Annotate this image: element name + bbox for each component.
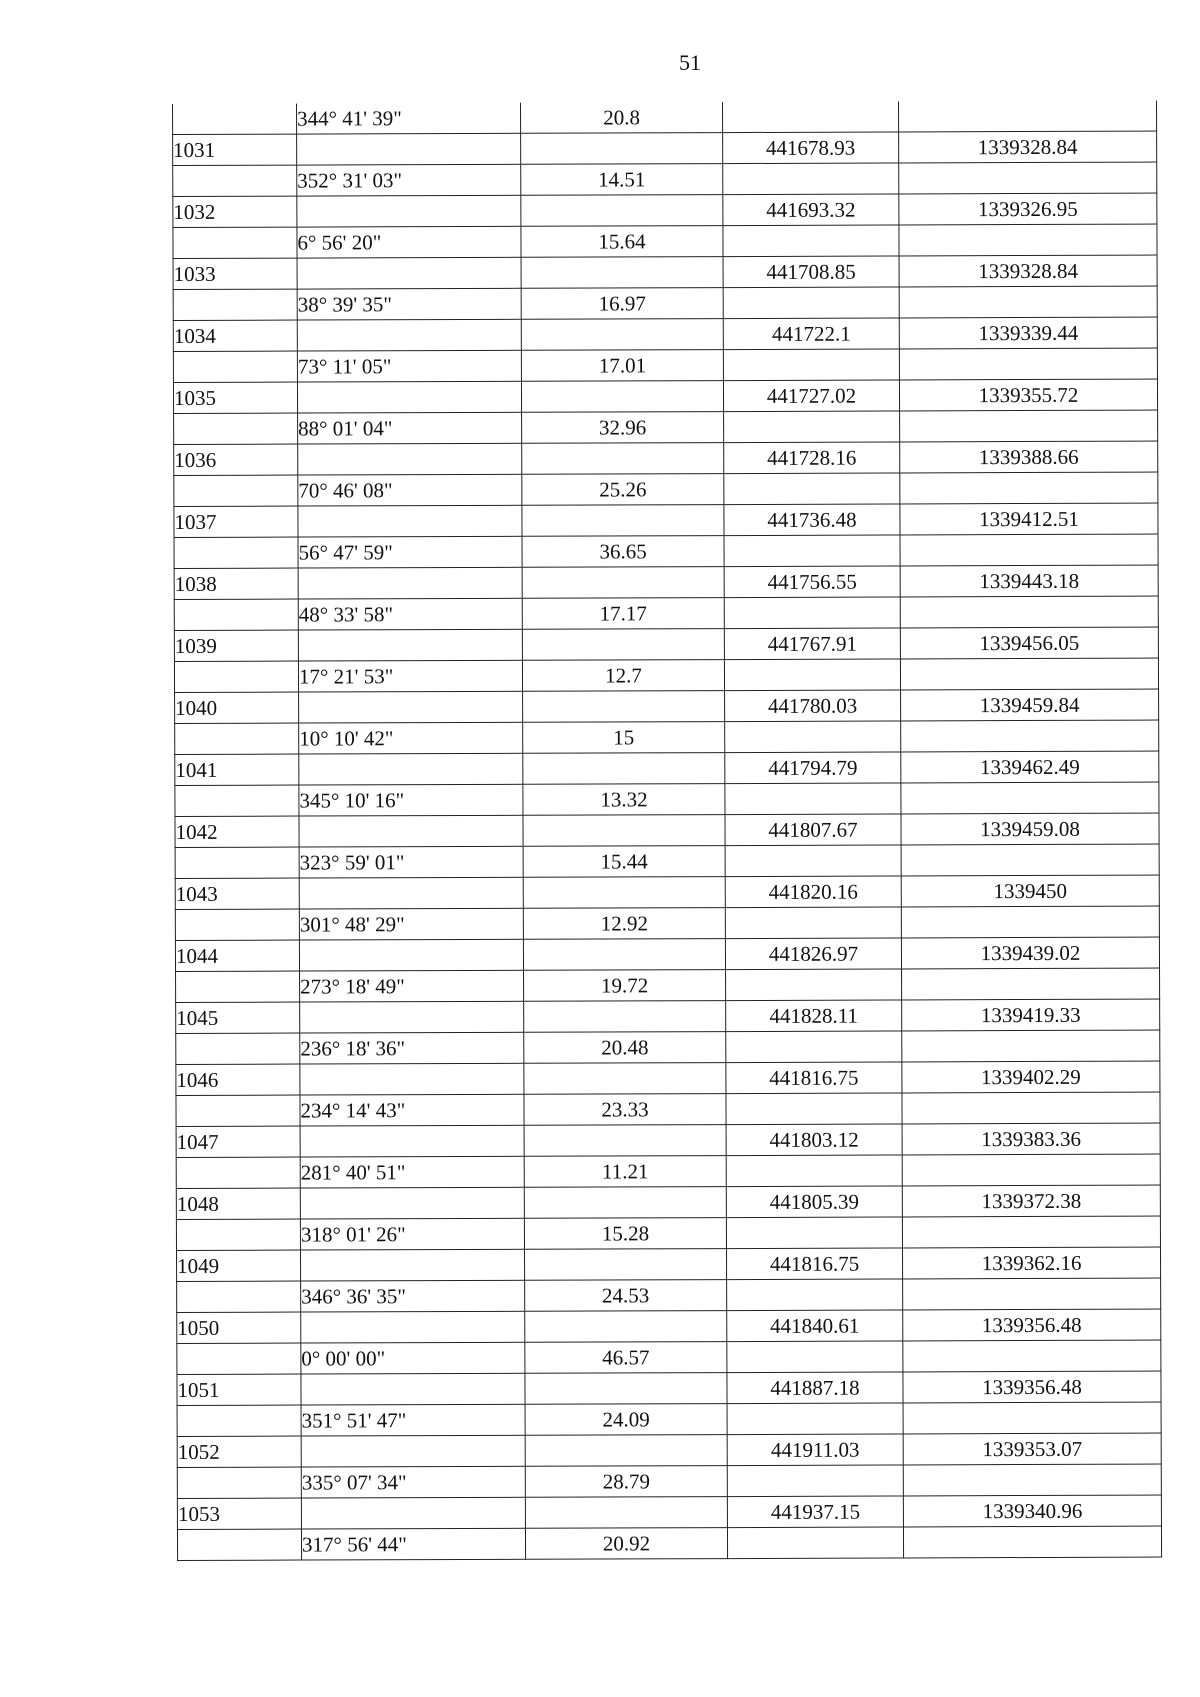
easting-cell	[903, 1278, 1161, 1310]
leg-row	[176, 1154, 1160, 1188]
station-id-cell: 1033	[173, 258, 297, 289]
distance-cell: 32.96	[522, 412, 724, 444]
distance-cell	[524, 1187, 726, 1219]
leg-row	[173, 224, 1157, 258]
station-row	[175, 751, 1159, 785]
bearing-cell: 0° 00' 00"	[301, 1342, 525, 1374]
station-cell	[176, 1157, 300, 1188]
easting-cell: 1339456.05	[900, 627, 1158, 659]
station-row	[173, 255, 1157, 289]
leg-row	[173, 162, 1157, 196]
station-id-cell: 1031	[173, 134, 297, 165]
station-cell	[176, 1033, 300, 1064]
easting-cell: 1339462.49	[901, 751, 1159, 783]
station-row	[177, 1371, 1161, 1405]
distance-cell	[525, 1497, 727, 1529]
bearing-cell	[298, 443, 522, 475]
bearing-cell: 6° 56' 20"	[297, 226, 521, 258]
northing-cell: 441828.11	[726, 1000, 902, 1032]
northing-cell: 441780.03	[725, 690, 901, 722]
northing-cell: 441937.15	[727, 1496, 903, 1528]
leg-row	[176, 1216, 1160, 1250]
northing-cell: 441722.1	[723, 318, 899, 350]
traverse-table-container	[172, 104, 1156, 1561]
distance-cell	[525, 1435, 727, 1467]
easting-cell	[902, 968, 1160, 1000]
northing-cell: 441803.12	[726, 1124, 902, 1156]
leg-row	[177, 1464, 1161, 1498]
northing-cell: 441756.55	[724, 566, 900, 598]
bearing-cell	[301, 1435, 525, 1467]
bearing-cell: 17° 21' 53"	[298, 660, 522, 692]
northing-cell: 441840.61	[727, 1310, 903, 1342]
northing-cell: 441693.32	[723, 194, 899, 226]
easting-cell	[901, 782, 1159, 814]
distance-cell	[525, 1373, 727, 1405]
distance-cell	[523, 691, 725, 723]
bearing-cell: 70° 46' 08"	[298, 474, 522, 506]
station-cell	[175, 909, 299, 940]
station-cell	[177, 1529, 301, 1560]
leg-row	[176, 1030, 1160, 1064]
station-id-cell: 1048	[176, 1188, 300, 1219]
distance-cell: 46.57	[525, 1342, 727, 1374]
northing-cell: 441728.16	[724, 442, 900, 474]
station-row	[176, 999, 1160, 1033]
station-id-cell: 1045	[176, 1002, 300, 1033]
easting-cell: 1339353.07	[903, 1433, 1161, 1465]
bearing-cell	[301, 1497, 525, 1529]
northing-cell	[722, 101, 898, 132]
distance-cell	[522, 443, 724, 475]
northing-cell: 441911.03	[727, 1434, 903, 1466]
station-cell	[174, 661, 298, 692]
distance-cell	[521, 381, 723, 413]
northing-cell: 441794.79	[725, 752, 901, 784]
easting-cell	[903, 1340, 1161, 1372]
northing-cell	[724, 597, 900, 629]
bearing-cell	[299, 815, 523, 847]
northing-cell	[727, 1527, 903, 1559]
northing-cell: 441826.97	[725, 938, 901, 970]
easting-cell	[900, 596, 1158, 628]
northing-cell	[726, 1031, 902, 1063]
station-cell	[174, 537, 298, 568]
station-row	[176, 1185, 1160, 1219]
bearing-cell	[300, 1001, 524, 1033]
northing-cell: 441708.85	[723, 256, 899, 288]
easting-cell	[901, 720, 1159, 752]
distance-cell	[522, 629, 724, 661]
distance-cell	[521, 257, 723, 289]
distance-cell	[522, 567, 724, 599]
bearing-cell	[301, 1373, 525, 1405]
leg-row	[174, 534, 1158, 568]
station-row	[175, 813, 1159, 847]
distance-cell: 15	[523, 722, 725, 754]
northing-cell: 441807.67	[725, 814, 901, 846]
easting-cell: 1339340.96	[903, 1495, 1161, 1527]
distance-cell: 13.32	[523, 784, 725, 816]
northing-cell: 441887.18	[727, 1372, 903, 1404]
distance-cell: 36.65	[522, 536, 724, 568]
easting-cell: 1339439.02	[901, 937, 1159, 969]
easting-cell: 1339356.48	[903, 1309, 1161, 1341]
distance-cell: 17.01	[521, 350, 723, 382]
leg-row	[177, 1278, 1161, 1312]
bearing-cell	[300, 1125, 524, 1157]
northing-cell	[725, 721, 901, 753]
station-row	[175, 689, 1159, 723]
bearing-cell: 234° 14' 43"	[300, 1094, 524, 1126]
northing-cell	[723, 163, 899, 195]
leg-row	[175, 844, 1159, 878]
distance-cell	[525, 1311, 727, 1343]
northing-cell	[727, 1403, 903, 1435]
leg-row	[173, 101, 1157, 135]
station-cell	[175, 723, 299, 754]
easting-cell	[900, 658, 1158, 690]
bearing-cell: 10° 10' 42"	[299, 722, 523, 754]
bearing-cell	[297, 319, 521, 351]
station-row	[177, 1433, 1161, 1467]
leg-row	[177, 1402, 1161, 1436]
easting-cell: 1339419.33	[902, 999, 1160, 1031]
leg-row	[173, 286, 1157, 320]
bearing-cell	[300, 1063, 524, 1095]
easting-cell: 1339459.08	[901, 813, 1159, 845]
easting-cell: 1339383.36	[902, 1123, 1160, 1155]
distance-cell	[522, 505, 724, 537]
distance-cell: 12.7	[522, 660, 724, 692]
station-id-cell: 1044	[175, 940, 299, 971]
bearing-cell: 88° 01' 04"	[298, 412, 522, 444]
station-row	[176, 1061, 1160, 1095]
northing-cell: 441805.39	[726, 1186, 902, 1218]
leg-row	[176, 1092, 1160, 1126]
station-id-cell: 1038	[174, 568, 298, 599]
easting-cell: 1339355.72	[899, 379, 1157, 411]
easting-cell: 1339450	[901, 875, 1159, 907]
station-id-cell: 1042	[175, 816, 299, 847]
bearing-cell	[301, 1311, 525, 1343]
easting-cell	[899, 162, 1157, 194]
distance-cell: 23.33	[524, 1094, 726, 1126]
easting-cell: 1339328.84	[899, 255, 1157, 287]
northing-cell	[727, 1341, 903, 1373]
easting-cell	[903, 1464, 1161, 1496]
distance-cell: 25.26	[522, 474, 724, 506]
easting-cell: 1339412.51	[900, 503, 1158, 535]
easting-cell	[899, 348, 1157, 380]
station-id-cell: 1047	[176, 1126, 300, 1157]
easting-cell	[902, 1154, 1160, 1186]
northing-cell: 441678.93	[723, 132, 899, 164]
easting-cell	[900, 410, 1158, 442]
distance-cell: 16.97	[521, 288, 723, 320]
distance-cell	[524, 1249, 726, 1281]
bearing-cell	[299, 877, 523, 909]
station-cell	[174, 413, 298, 444]
bearing-cell: 345° 10' 16"	[299, 784, 523, 816]
leg-row	[176, 968, 1160, 1002]
northing-cell: 441820.16	[725, 876, 901, 908]
easting-cell: 1339443.18	[900, 565, 1158, 597]
northing-cell	[726, 1217, 902, 1249]
northing-cell: 441816.75	[726, 1248, 902, 1280]
bearing-cell: 323° 59' 01"	[299, 846, 523, 878]
northing-cell: 441767.91	[724, 628, 900, 660]
bearing-cell	[297, 257, 521, 289]
easting-cell	[902, 1030, 1160, 1062]
traverse-table-body	[173, 101, 1162, 1561]
distance-cell: 19.72	[524, 970, 726, 1002]
bearing-cell	[299, 691, 523, 723]
bearing-cell	[298, 629, 522, 661]
distance-cell: 28.79	[525, 1466, 727, 1498]
leg-row	[174, 658, 1158, 692]
distance-cell: 24.53	[525, 1280, 727, 1312]
leg-row	[174, 472, 1158, 506]
bearing-cell: 273° 18' 49"	[300, 970, 524, 1002]
northing-cell	[724, 535, 900, 567]
easting-cell	[902, 1092, 1160, 1124]
northing-cell	[723, 287, 899, 319]
station-row	[177, 1309, 1161, 1343]
distance-cell: 20.48	[524, 1032, 726, 1064]
bearing-cell	[297, 133, 521, 165]
station-row	[173, 317, 1157, 351]
station-id-cell: 1040	[175, 692, 299, 723]
northing-cell	[723, 225, 899, 257]
leg-row	[177, 1340, 1161, 1374]
northing-cell	[727, 1465, 903, 1497]
distance-cell	[521, 133, 723, 165]
station-row	[175, 875, 1159, 909]
easting-cell	[900, 472, 1158, 504]
northing-cell: 441727.02	[723, 380, 899, 412]
leg-row	[174, 410, 1158, 444]
distance-cell	[523, 939, 725, 971]
northing-cell	[726, 1155, 902, 1187]
easting-cell: 1339326.95	[899, 193, 1157, 225]
distance-cell	[521, 319, 723, 351]
bearing-cell: 56° 47' 59"	[298, 536, 522, 568]
bearing-cell	[298, 505, 522, 537]
northing-cell	[725, 907, 901, 939]
easting-cell: 1339339.44	[899, 317, 1157, 349]
leg-row	[175, 906, 1159, 940]
station-cell	[177, 1467, 301, 1498]
bearing-cell	[298, 567, 522, 599]
station-row	[174, 627, 1158, 661]
bearing-cell: 335° 07' 34"	[301, 1466, 525, 1498]
northing-cell: 441736.48	[724, 504, 900, 536]
easting-cell: 1339372.38	[902, 1185, 1160, 1217]
bearing-cell: 281° 40' 51"	[300, 1156, 524, 1188]
station-row	[176, 1123, 1160, 1157]
easting-cell	[900, 534, 1158, 566]
station-id-cell: 1051	[177, 1374, 301, 1405]
bearing-cell: 317° 56' 44"	[301, 1528, 525, 1560]
station-cell	[173, 227, 297, 258]
northing-cell	[724, 473, 900, 505]
northing-cell	[726, 1093, 902, 1125]
distance-cell	[524, 1063, 726, 1095]
northing-cell	[724, 411, 900, 443]
easting-cell: 1339362.16	[902, 1247, 1160, 1279]
station-cell	[173, 104, 297, 135]
station-cell	[176, 1095, 300, 1126]
station-id-cell: 1039	[174, 630, 298, 661]
bearing-cell: 318° 01' 26"	[300, 1218, 524, 1250]
easting-cell: 1339388.66	[900, 441, 1158, 473]
bearing-cell: 236° 18' 36"	[300, 1032, 524, 1064]
easting-cell: 1339459.84	[901, 689, 1159, 721]
station-row	[175, 937, 1159, 971]
station-cell	[177, 1343, 301, 1374]
station-row	[174, 503, 1158, 537]
bearing-cell: 48° 33' 58"	[298, 598, 522, 630]
station-id-cell: 1032	[173, 196, 297, 227]
bearing-cell: 352° 31' 03"	[297, 164, 521, 196]
station-id-cell: 1037	[174, 506, 298, 537]
leg-row	[177, 1526, 1161, 1560]
easting-cell: 1339328.84	[899, 131, 1157, 163]
easting-cell	[899, 286, 1157, 318]
distance-cell: 24.09	[525, 1404, 727, 1436]
northing-cell	[724, 659, 900, 691]
station-row	[177, 1495, 1161, 1529]
easting-cell: 1339356.48	[903, 1371, 1161, 1403]
northing-cell	[726, 969, 902, 1001]
bearing-cell: 344° 41' 39"	[296, 103, 520, 134]
station-cell	[176, 1219, 300, 1250]
distance-cell	[523, 877, 725, 909]
leg-row	[175, 720, 1159, 754]
distance-cell: 15.64	[521, 226, 723, 258]
station-cell	[174, 475, 298, 506]
distance-cell: 15.44	[523, 846, 725, 878]
page-number: 51	[679, 50, 701, 75]
station-cell	[177, 1281, 301, 1312]
station-id-cell: 1049	[177, 1250, 301, 1281]
easting-cell	[903, 1526, 1161, 1558]
easting-cell	[902, 1216, 1160, 1248]
northing-cell	[725, 783, 901, 815]
distance-cell	[523, 815, 725, 847]
leg-row	[175, 782, 1159, 816]
station-cell	[173, 165, 297, 196]
easting-cell	[903, 1402, 1161, 1434]
station-row	[174, 565, 1158, 599]
easting-cell	[901, 906, 1159, 938]
station-cell	[176, 971, 300, 1002]
station-id-cell: 1035	[173, 382, 297, 413]
distance-cell: 11.21	[524, 1156, 726, 1188]
distance-cell	[521, 195, 723, 227]
leg-row	[173, 348, 1157, 382]
easting-cell	[899, 224, 1157, 256]
northing-cell	[725, 845, 901, 877]
northing-cell	[723, 349, 899, 381]
station-cell	[177, 1405, 301, 1436]
distance-cell	[523, 753, 725, 785]
bearing-cell	[299, 939, 523, 971]
distance-cell: 14.51	[521, 164, 723, 196]
easting-cell	[901, 844, 1159, 876]
station-cell	[175, 847, 299, 878]
station-id-cell: 1052	[177, 1436, 301, 1467]
bearing-cell: 38° 39' 35"	[297, 288, 521, 320]
station-id-cell: 1053	[177, 1498, 301, 1529]
station-id-cell: 1043	[175, 878, 299, 909]
station-cell	[173, 289, 297, 320]
bearing-cell	[300, 1187, 524, 1219]
station-cell	[175, 785, 299, 816]
leg-row	[174, 596, 1158, 630]
northing-cell: 441816.75	[726, 1062, 902, 1094]
northing-cell	[727, 1279, 903, 1311]
bearing-cell: 73° 11' 05"	[297, 350, 521, 382]
station-row	[177, 1247, 1161, 1281]
station-id-cell: 1034	[173, 320, 297, 351]
station-row	[174, 441, 1158, 475]
easting-cell	[898, 101, 1156, 132]
distance-cell	[524, 1125, 726, 1157]
bearing-cell	[299, 753, 523, 785]
traverse-table	[172, 101, 1162, 1561]
station-cell	[173, 351, 297, 382]
easting-cell: 1339402.29	[902, 1061, 1160, 1093]
bearing-cell: 301° 48' 29"	[299, 908, 523, 940]
bearing-cell	[297, 195, 521, 227]
distance-cell	[524, 1001, 726, 1033]
station-row	[173, 131, 1157, 165]
distance-cell: 20.8	[520, 102, 722, 133]
station-id-cell: 1041	[175, 754, 299, 785]
station-id-cell: 1036	[174, 444, 298, 475]
bearing-cell: 351° 51' 47"	[301, 1404, 525, 1436]
bearing-cell	[297, 381, 521, 413]
station-row	[173, 193, 1157, 227]
bearing-cell: 346° 36' 35"	[301, 1280, 525, 1312]
station-row	[173, 379, 1157, 413]
bearing-cell	[301, 1249, 525, 1281]
distance-cell: 20.92	[525, 1528, 727, 1560]
station-id-cell: 1046	[176, 1064, 300, 1095]
distance-cell: 17.17	[522, 598, 724, 630]
distance-cell: 12.92	[523, 908, 725, 940]
distance-cell: 15.28	[524, 1218, 726, 1250]
station-cell	[174, 599, 298, 630]
station-id-cell: 1050	[177, 1312, 301, 1343]
